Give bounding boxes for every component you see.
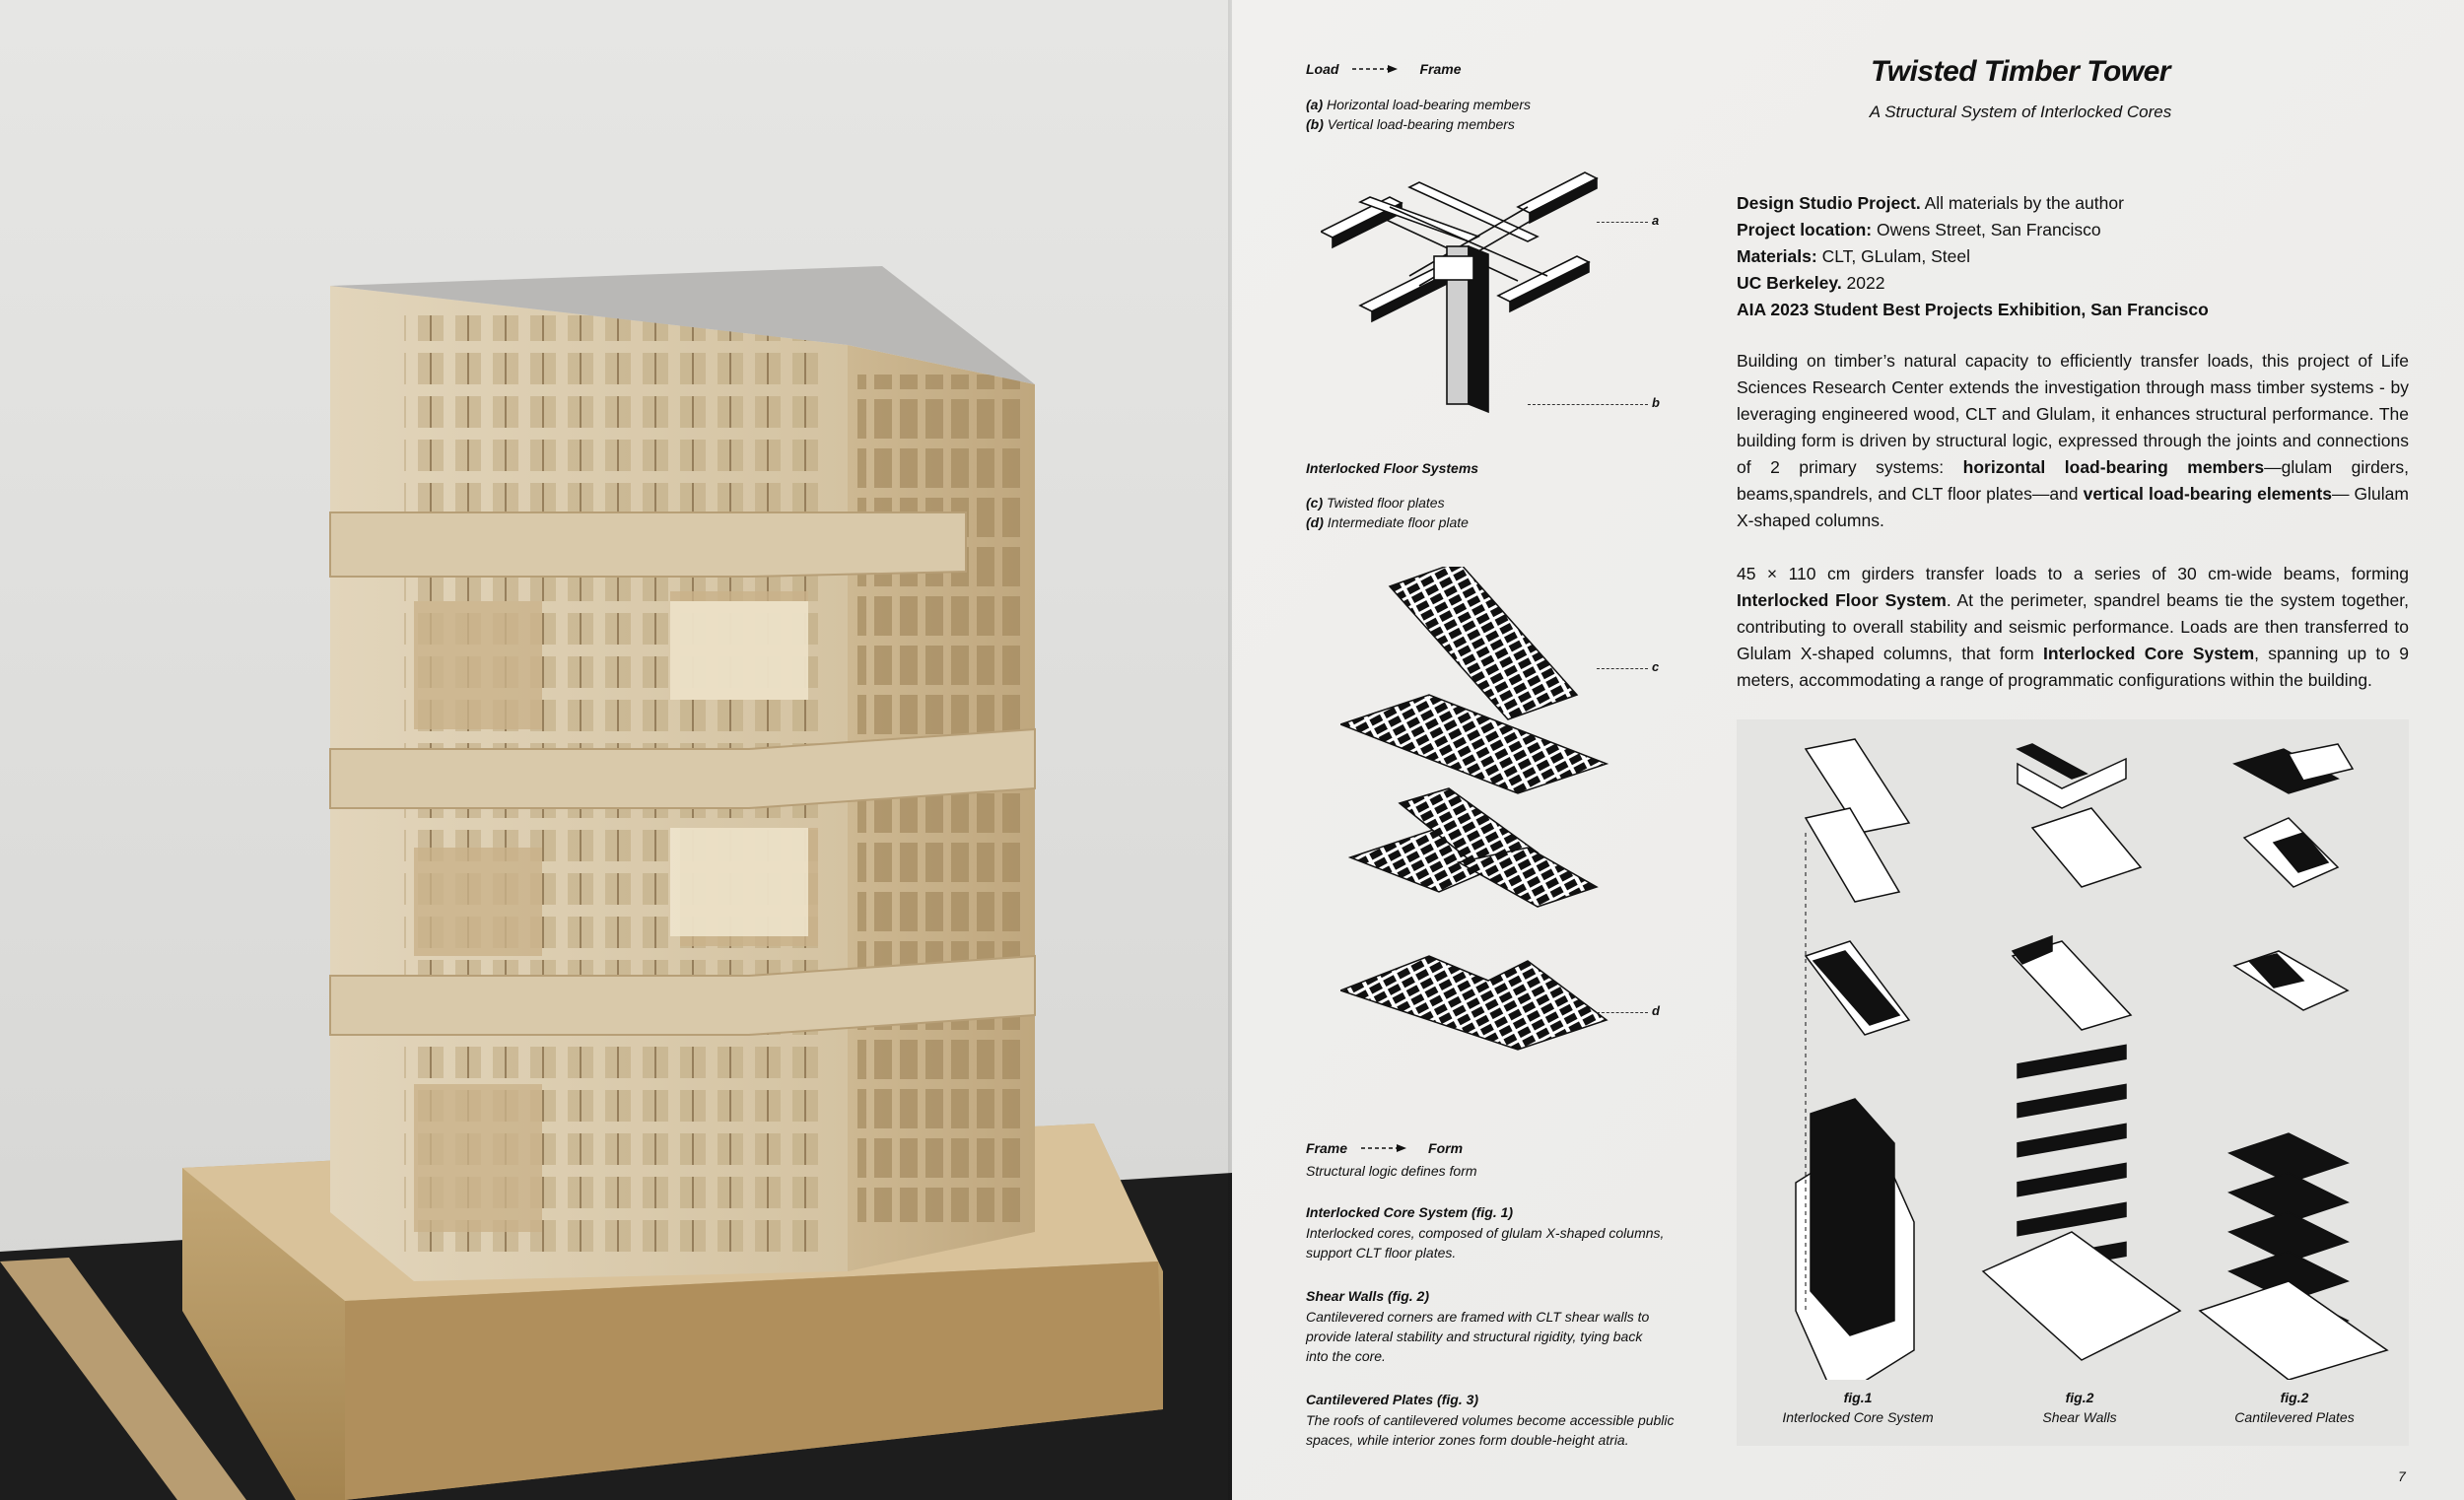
page-subtitle: A Structural System of Interlocked Cores <box>1869 102 2172 121</box>
shear-walls-heading: Shear Walls (fig. 2) <box>1306 1288 1429 1304</box>
leader-c <box>1597 668 1648 669</box>
item-a-text: Horizontal load-bearing members <box>1323 97 1531 112</box>
body-paragraph-1 <box>1737 348 2409 534</box>
dashed-arrow-icon <box>1361 1143 1406 1153</box>
meta-row <box>1737 243 2427 270</box>
leader-b <box>1528 404 1648 405</box>
structural-figures-illustration <box>1737 719 2409 1380</box>
meta-label: UC Berkeley. <box>1737 273 1842 293</box>
flow-from-label: Load <box>1306 61 1339 77</box>
item-b-prefix: (b) <box>1306 116 1324 132</box>
body-paragraph-2 <box>1737 561 2409 694</box>
core-text-line: Interlocked cores, composed of glulam X-shaped columns, <box>1306 1225 1665 1241</box>
meta-value: All materials by the author <box>1920 193 2124 213</box>
floor-items <box>1306 493 1469 532</box>
core-system-text <box>1306 1223 1664 1262</box>
meta-row <box>1737 297 2427 323</box>
timber-joint-diagram <box>1321 148 1616 424</box>
label-b: b <box>1652 395 1660 410</box>
flow2-to-label: Form <box>1428 1140 1464 1156</box>
meta-value: Owens Street, San Francisco <box>1872 220 2101 239</box>
meta-row <box>1737 217 2427 243</box>
meta-row <box>1737 190 2427 217</box>
body-emphasis: vertical load-bearing elements <box>2083 484 2332 504</box>
figure-caption-text: Shear Walls <box>2042 1409 2117 1425</box>
meta-row <box>1737 270 2427 297</box>
leader-a <box>1597 222 1648 223</box>
flow-to-label: Frame <box>1419 61 1462 77</box>
floor-systems-heading: Interlocked Floor Systems <box>1306 460 1479 476</box>
item-d-prefix: (d) <box>1306 514 1324 530</box>
body-text: — Glulam X-shaped columns. <box>1737 484 2409 530</box>
figure-1-caption <box>1769 1388 1947 1427</box>
figure-number: fig.2 <box>2280 1390 2309 1405</box>
meta-value: 2022 <box>1841 273 1885 293</box>
floor-plates-diagram <box>1340 567 1616 1059</box>
plates-text <box>1306 1410 1675 1450</box>
meta-label: Materials: <box>1737 246 1817 266</box>
project-meta <box>1737 190 2427 323</box>
plates-text-line: spaces, while interior zones form double-height atria. <box>1306 1432 1629 1448</box>
page-title: Twisted Timber Tower <box>1871 55 2170 88</box>
figure-2-caption <box>1991 1388 2168 1427</box>
body-text: Building on timber’s natural capacity to efficiently transfer loads, this project of Life Sciences Research Center extends the investigation through mass timber systems - by leveraging engineered wood, CLT and Glulam, it enhances structural performance. The building form is driven by structural logic, expressed through the joints and connections of 2 primary systems: <box>1737 351 2409 477</box>
load-items <box>1306 95 1531 134</box>
item-c-text: Twisted floor plates <box>1323 495 1445 511</box>
meta-label: AIA 2023 Student Best Projects Exhibition, San Francisco <box>1737 300 2209 319</box>
shear-text-line: Cantilevered corners are framed with CLT shear walls to <box>1306 1309 1650 1325</box>
shear-text-line: into the core. <box>1306 1348 1386 1364</box>
figure-caption-text: Cantilevered Plates <box>2234 1409 2355 1425</box>
label-a: a <box>1652 213 1660 228</box>
flow2-from-label: Frame <box>1306 1140 1348 1156</box>
body-text: . At the perimeter, spandrel beams tie the system together, contributing to overall stability and seismic performance. Loads are then transferred to Glulam X-shaped columns, that form <box>1737 590 2409 663</box>
meta-label: Project location: <box>1737 220 1873 239</box>
shear-text-line: provide lateral stability and structural rigidity, tying back <box>1306 1329 1643 1344</box>
plates-heading: Cantilevered Plates (fig. 3) <box>1306 1392 1479 1407</box>
body-emphasis: Interlocked Floor System <box>1737 590 1947 610</box>
page-number: 7 <box>2398 1468 2406 1484</box>
body-text: —glulam girders, beams,spandrels, and CLT floor plates—and <box>1737 457 2409 504</box>
frame-form-flow <box>1306 1140 1463 1156</box>
meta-label: Design Studio Project. <box>1737 193 1921 213</box>
figure-3-caption <box>2206 1388 2383 1427</box>
shear-walls-text <box>1306 1307 1649 1366</box>
label-d: d <box>1652 1003 1660 1018</box>
body-text: , spanning up to 9 meters, accommodating a range of programmatic configurations within the building. <box>1737 644 2410 690</box>
flow2-sub: Structural logic defines form <box>1306 1163 1477 1179</box>
meta-value: CLT, GLulam, Steel <box>1816 246 1970 266</box>
figure-number: fig.1 <box>1843 1390 1873 1405</box>
label-c: c <box>1652 659 1660 674</box>
figure-caption-text: Interlocked Core System <box>1782 1409 1934 1425</box>
body-emphasis: Interlocked Core System <box>2043 644 2255 663</box>
plates-text-line: The roofs of cantilevered volumes become accessible public <box>1306 1412 1675 1428</box>
dashed-arrow-icon <box>1352 64 1398 74</box>
leader-d <box>1597 1012 1648 1013</box>
item-d-text: Intermediate floor plate <box>1323 514 1469 530</box>
core-text-line: support CLT floor plates. <box>1306 1245 1457 1261</box>
item-b-text: Vertical load-bearing members <box>1323 116 1515 132</box>
load-frame-flow <box>1306 61 1461 77</box>
body-emphasis: horizontal load-bearing members <box>1962 457 2265 477</box>
item-a-prefix: (a) <box>1306 97 1324 112</box>
body-text: 45 × 110 cm girders transfer loads to a series of 30 cm-wide beams, forming <box>1737 564 2409 583</box>
core-system-heading: Interlocked Core System (fig. 1) <box>1306 1204 1514 1220</box>
item-c-prefix: (c) <box>1306 495 1324 511</box>
figure-number: fig.2 <box>2065 1390 2094 1405</box>
